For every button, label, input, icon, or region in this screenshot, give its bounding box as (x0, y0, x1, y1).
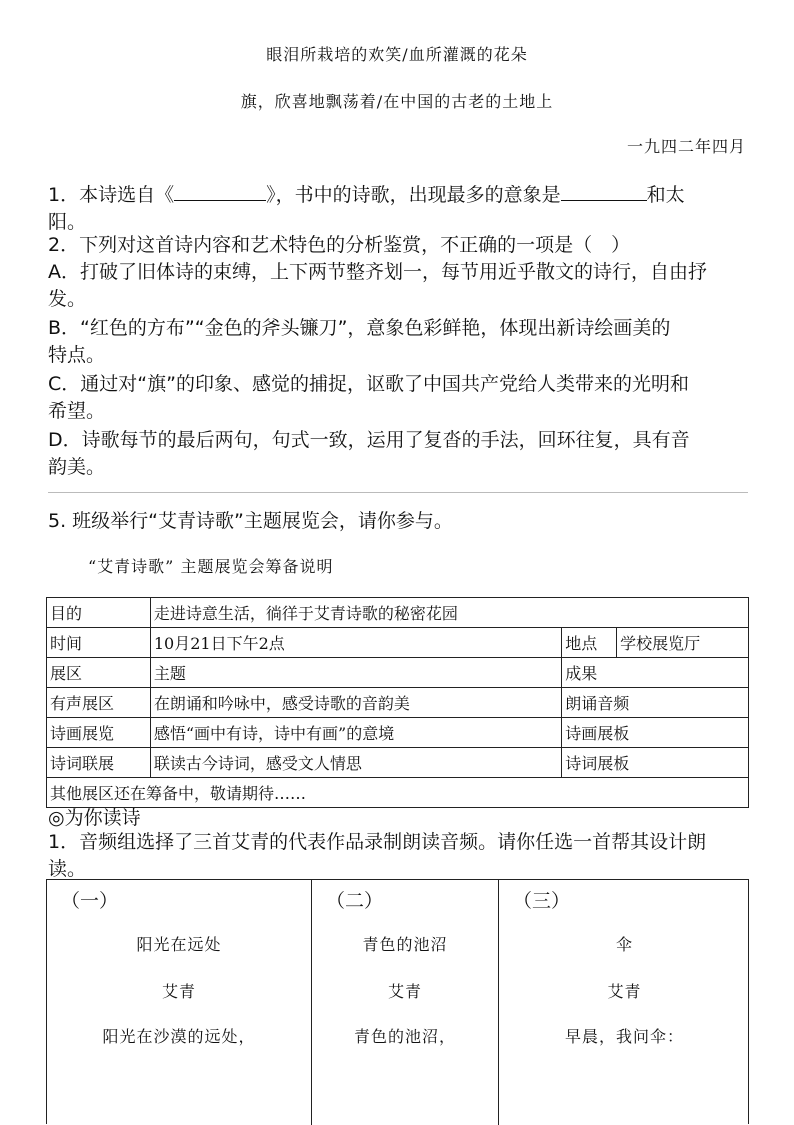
option-a-text: 发。 (48, 288, 87, 310)
poem-first-line: 阳光在沙漠的远处， (102, 1027, 256, 1046)
exhibition-plan-table (46, 597, 749, 808)
poem-title: 青色的池沼 (362, 935, 448, 954)
table-footer-row (47, 778, 749, 808)
time-value: 10月21日下午2点 (150, 628, 561, 658)
table-header-row (47, 658, 749, 688)
place-value: 学校展览厅 (617, 628, 749, 658)
zone-cell: 有声展区 (47, 688, 151, 718)
read-poem-heading: ◎为你读诗 (48, 807, 141, 829)
audio-question-text: 读。 (48, 858, 87, 880)
option-d[interactable] (48, 427, 748, 481)
question-1-text: 和太 (646, 184, 685, 206)
theme-header: 主题 (150, 658, 561, 688)
theme-cell: 感悟“画中有诗，诗中有画”的意境 (150, 718, 561, 748)
question-1 (48, 180, 748, 236)
result-cell: 朗诵音频 (562, 688, 749, 718)
poem-first-line: 早晨，我问伞： (564, 1027, 684, 1046)
poem-author: 艾青 (387, 982, 422, 1001)
audio-question (48, 829, 748, 883)
result-cell: 诗词展板 (562, 748, 749, 778)
poem-first-line: 青色的池沼， (353, 1027, 456, 1046)
table-row (47, 628, 749, 658)
result-header: 成果 (562, 658, 749, 688)
poem-line-1: 眼泪所栽培的欢笑/血所灌溉的花朵 (266, 45, 528, 64)
poem-column-3[interactable] (499, 880, 750, 1125)
poem-choice-table (46, 879, 749, 1124)
table-row (47, 718, 749, 748)
zone-header: 展区 (47, 658, 151, 688)
poem-label: （二） (326, 890, 384, 912)
theme-cell: 联读古今诗词，感受文人情思 (150, 748, 561, 778)
question-2-stem: 2．下列对这首诗内容和艺术特色的分析鉴赏，不正确的一项是（ ） (48, 234, 631, 256)
answer-blank-book[interactable] (174, 180, 266, 201)
table-row (47, 688, 749, 718)
purpose-label: 目的 (47, 598, 151, 628)
table-footer-note: 其他展区还在筹备中，敬请期待…… (47, 778, 749, 808)
option-b-text: B．“红色的方布”“金色的斧头镰刀”，意象色彩鲜艳，体现出新诗绘画美的 (48, 317, 671, 339)
purpose-value: 走进诗意生活，徜徉于艾青诗歌的秘密花园 (150, 598, 748, 628)
option-b-text: 特点。 (48, 344, 106, 366)
poem-title: 伞 (615, 935, 633, 954)
result-cell: 诗画展板 (562, 718, 749, 748)
poem-author: 艾青 (161, 982, 196, 1001)
zone-cell: 诗画展览 (47, 718, 151, 748)
question-1-text: 》，书中的诗歌，出现最多的意象是 (266, 184, 561, 206)
option-d-text: 韵美。 (48, 456, 106, 478)
question-1-text: 1．本诗选自《 (48, 184, 175, 206)
poem-label: （三） (513, 890, 571, 912)
poem-column-1[interactable] (47, 880, 312, 1125)
option-d-text: D．诗歌每节的最后两句，句式一致，运用了复沓的手法，回环往复，具有音 (48, 429, 690, 451)
place-label: 地点 (562, 628, 617, 658)
time-label: 时间 (47, 628, 151, 658)
poem-date: 一九四二年四月 (626, 137, 746, 156)
table-title: “艾青诗歌” 主题展览会筹备说明 (88, 557, 334, 576)
option-c-text: C．通过对“旗”的印象、感觉的捕捉，讴歌了中国共产党给人类带来的光明和 (48, 373, 689, 395)
answer-blank-image[interactable] (561, 180, 647, 201)
poem-column-2[interactable] (312, 880, 499, 1125)
poem-title: 阳光在远处 (136, 935, 222, 954)
option-c-text: 希望。 (48, 400, 106, 422)
section-5-heading: 5. 班级举行“艾青诗歌”主题展览会，请你参与。 (48, 510, 453, 532)
audio-question-text: 1．音频组选择了三首艾青的代表作品录制朗读音频。请你任选一首帮其设计朗 (48, 831, 707, 853)
theme-cell: 在朗诵和吟咏中，感受诗歌的音韵美 (150, 688, 561, 718)
section-divider (48, 492, 748, 493)
table-row (47, 748, 749, 778)
option-a-text: A．打破了旧体诗的束缚，上下两节整齐划一，每节用近乎散文的诗行，自由抒 (48, 261, 707, 283)
option-c[interactable] (48, 371, 748, 425)
question-1-text: 阳。 (48, 211, 87, 233)
table-row (47, 598, 749, 628)
option-b[interactable] (48, 315, 748, 369)
poem-author: 艾青 (607, 982, 642, 1001)
zone-cell: 诗词联展 (47, 748, 151, 778)
poem-label: （一） (61, 890, 119, 912)
poem-line-2: 旗，欣喜地飘荡着/在中国的古老的土地上 (240, 92, 554, 111)
option-a[interactable] (48, 259, 748, 313)
